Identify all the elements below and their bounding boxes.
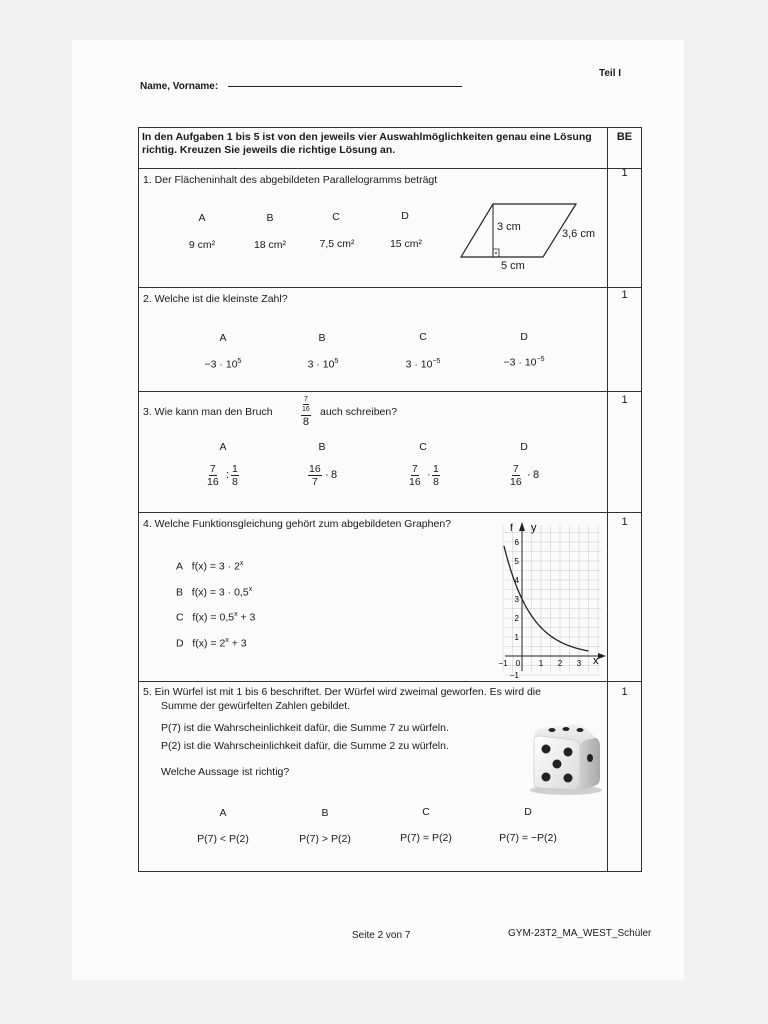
q5-answer-c: P(7) = P(2)	[400, 832, 452, 844]
q5-p7-definition: P(7) ist die Wahrscheinlichkeit dafür, die Summe 7 zu würfeln.	[161, 722, 449, 734]
x-tick-label: −1	[498, 659, 508, 668]
q4-points: 1	[621, 516, 628, 528]
y-tick-label: 1	[514, 633, 519, 642]
q2-answer-d: $-3 \cdot 10^{-5}$	[503, 356, 545, 369]
q3-label-c[interactable]: C	[419, 441, 427, 453]
q2-points: 1	[621, 289, 628, 301]
q5-points: 1	[621, 686, 628, 698]
q1-base-label: 5 cm	[501, 260, 525, 272]
x-tick-label: 0	[515, 659, 521, 668]
q4-option-a[interactable]: A $f(x) = 3 \cdot 2^x$	[176, 560, 244, 573]
q2-label-b[interactable]: B	[318, 332, 326, 344]
document-code: GYM-23T2_MA_WEST_Schüler	[508, 928, 652, 939]
q1-label-d[interactable]: D	[401, 210, 409, 222]
graph-x-arrow	[598, 653, 606, 659]
q2-label-d[interactable]: D	[520, 331, 528, 343]
x-tick-label: 1	[538, 659, 544, 668]
q5-label-a[interactable]: A	[219, 807, 227, 819]
q4-option-b[interactable]: B $f(x) = 3 \cdot 0,5^x$	[176, 586, 253, 599]
q3-outer-den: 8	[302, 416, 309, 428]
graph-y-arrow	[519, 522, 525, 531]
function-graph	[498, 519, 607, 680]
q3-label-d[interactable]: D	[520, 441, 528, 453]
q1-answer-b: 18 cm²	[253, 239, 287, 251]
q5-label-c[interactable]: C	[422, 806, 430, 818]
q5-line2: Summe der gewürfelten Zahlen gebildet.	[161, 700, 351, 712]
row-divider	[138, 512, 642, 513]
q1-answer-d: 15 cm²	[389, 238, 423, 250]
y-tick-label: 6	[514, 538, 519, 547]
y-tick-label: −1	[509, 671, 519, 680]
q3-label-a[interactable]: A	[219, 441, 227, 453]
points-column-divider	[607, 127, 608, 872]
graph-x-label: x	[593, 655, 599, 667]
row-divider	[138, 287, 642, 288]
q4-option-c[interactable]: C $f(x) = 0,5^x + 3$	[176, 611, 256, 624]
q5-label-d[interactable]: D	[524, 806, 532, 818]
q1-height-label: 3 cm	[497, 221, 521, 233]
q5-question: Welche Aussage ist richtig?	[161, 766, 290, 778]
x-tick-label: 2	[557, 659, 563, 668]
part-label: Teil I	[599, 68, 622, 79]
q5-p2-definition: P(2) ist die Wahrscheinlichkeit dafür, die Summe 2 zu würfeln.	[161, 740, 449, 752]
row-divider	[138, 391, 642, 392]
q2-answer-b: $3 \cdot 10^5$	[307, 358, 339, 371]
y-tick-label: 4	[514, 576, 519, 585]
q1-side-label: 3,6 cm	[562, 228, 596, 240]
graph-f-label: f	[510, 523, 513, 534]
q5-answer-b: P(7) > P(2)	[299, 833, 351, 845]
q3-text-before: 3. Wie kann man den Bruch	[143, 406, 273, 418]
q1-answer-a: 9 cm²	[188, 239, 216, 251]
page-number: Seite 2 von 7	[352, 930, 411, 941]
q5-label-b[interactable]: B	[321, 807, 329, 819]
q3-label-b[interactable]: B	[318, 441, 326, 453]
q2-answer-c: $3 \cdot 10^{-5}$	[405, 358, 441, 371]
q1-text: 1. Der Flächeninhalt des abgebildeten Parallelogramms beträgt	[143, 174, 438, 186]
q2-answer-a: $-3 \cdot 10^5$	[204, 358, 242, 371]
q4-text: 4. Welche Funktionsgleichung gehört zum abgebildeten Graphen?	[143, 518, 452, 530]
q3-inner-den: 16	[301, 405, 311, 416]
name-label: Name, Vorname:	[140, 81, 219, 92]
q1-points: 1	[621, 167, 628, 179]
row-divider	[138, 681, 642, 682]
q3-points: 1	[621, 394, 628, 406]
instructions: In den Aufgaben 1 bis 5 ist von den jeweils vier Auswahlmöglichkeiten genau eine Lösung richtig. Kreuzen Sie jeweils die richtige Lösung an.	[142, 131, 592, 156]
graph-y-label: y	[531, 522, 537, 534]
name-input-line[interactable]	[228, 86, 462, 87]
q1-label-a[interactable]: A	[198, 212, 206, 224]
q5-answer-a: P(7) < P(2)	[197, 833, 249, 845]
y-tick-label: 2	[514, 614, 519, 623]
q1-label-c[interactable]: C	[332, 211, 340, 223]
q5-line1: 5. Ein Würfel ist mit 1 bis 6 beschriftet. Der Würfel wird zweimal geworfen. Es wird die	[143, 686, 541, 698]
q2-label-a[interactable]: A	[219, 332, 227, 344]
q3-compound-fraction	[301, 395, 311, 429]
dice-image	[522, 720, 604, 796]
q3-text-after: auch schreiben?	[320, 406, 398, 418]
be-header: BE	[616, 131, 633, 143]
q1-label-b[interactable]: B	[266, 212, 274, 224]
y-tick-label: 3	[514, 595, 519, 604]
q5-answer-d: P(7) = −P(2)	[499, 832, 557, 844]
q2-text: 2. Welche ist die kleinste Zahl?	[143, 293, 288, 305]
x-tick-label: 3	[576, 659, 582, 668]
row-divider	[138, 168, 642, 169]
y-tick-label: 5	[514, 557, 519, 566]
q1-answer-c: 7,5 cm²	[319, 238, 355, 250]
q4-option-d[interactable]: D $f(x) = 2^x + 3$	[176, 637, 247, 650]
q3-inner-num: 7	[303, 396, 308, 403]
q2-label-c[interactable]: C	[419, 331, 427, 343]
